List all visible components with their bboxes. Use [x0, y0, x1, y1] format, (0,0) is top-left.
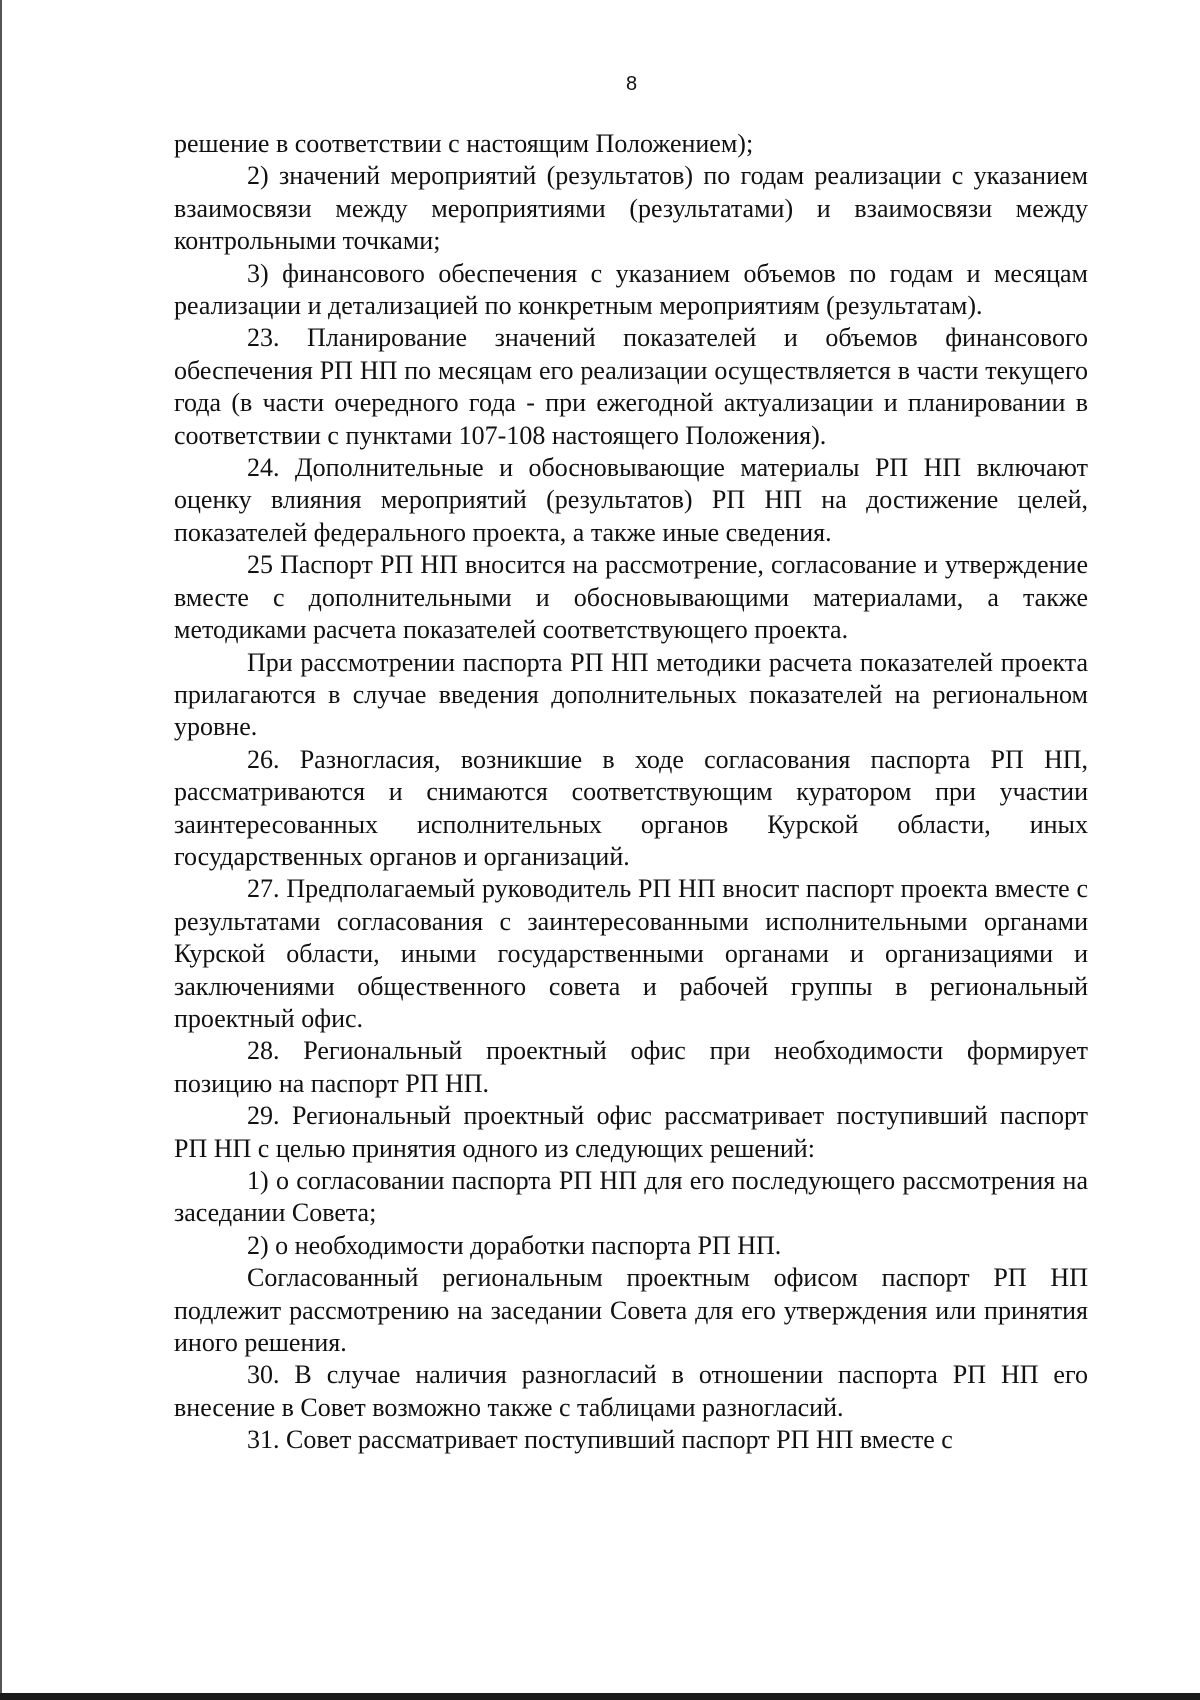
paragraph-25: 25 Паспорт РП НП вносится на рассмотрение, согласование и утверждение вместе с дополнительными и обосновывающими материалами, а также методиками расчета показателей соответствующего проекта. — [174, 550, 1088, 645]
document-body — [174, 128, 1088, 1457]
scan-edge-bottom — [0, 1693, 1200, 1700]
paragraph-29: 29. Региональный проектный офис рассматривает поступивший паспорт РП НП с целью принятия одного из следующих решений: — [174, 1101, 1088, 1163]
scan-edge-left — [0, 0, 2, 1700]
paragraph-28: 28. Региональный проектный офис при необходимости формирует позицию на паспорт РП НП. — [174, 1036, 1088, 1098]
page-number: 8 — [625, 73, 638, 95]
paragraph-25-note: При рассмотрении паспорта РП НП методики расчета показателей проекта прилагаются в случае введения дополнительных показателей на региональном уровне. — [174, 647, 1088, 742]
paragraph-27: 27. Предполагаемый руководитель РП НП вносит паспорт проекта вместе с результатами согласования с заинтересованными исполнительными органами Курской области, иными государственными органами и организациями и заключениями общественного совета и рабочей группы в региональный проектный офис. — [174, 874, 1088, 1033]
paragraph-item-3: 3) финансового обеспечения с указанием объемов по годам и месяцам реализации и детализацией по конкретным мероприятиям (результатам). — [174, 258, 1088, 321]
paragraph-31: 31. Совет рассматривает поступивший паспорт РП НП вместе с — [247, 1425, 953, 1455]
paragraph-29-item-1: 1) о согласовании паспорта РП НП для его последующего рассмотрения на заседании Совета; — [174, 1166, 1088, 1228]
paragraph-23: 23. Планирование значений показателей и объемов финансового обеспечения РП НП по месяцам его реализации осуществляется в части текущего года (в части очередного года - при ежегодной актуализации и планировании в соответствии с пунктами 107-108 настоящего Положения). — [174, 323, 1088, 450]
paragraph-24: 24. Дополнительные и обосновывающие материалы РП НП включают оценку влияния мероприятий (результатов) РП НП на достижение целей, показателей федерального проекта, а также иные сведения. — [174, 453, 1088, 547]
paragraph-29-item-2: 2) о необходимости доработки паспорта РП НП. — [247, 1230, 782, 1260]
paragraph-26: 26. Разногласия, возникшие в ходе согласования паспорта РП НП, рассматриваются и снимаются соответствующим куратором при участии заинтересованных исполнительных органов Курской области, иных государственных органов и организаций. — [174, 744, 1088, 871]
paragraph-30: 30. В случае наличия разногласий в отношении паспорта РП НП его внесение в Совет возможно также с таблицами разногласий. — [174, 1360, 1088, 1422]
paragraph-29-note: Согласованный региональным проектным офисом паспорт РП НП подлежит рассмотрению на заседании Совета для его утверждения или принятия иного решения. — [174, 1263, 1088, 1358]
paragraph-item-2: 2) значений мероприятий (результатов) по годам реализации с указанием взаимосвязи между мероприятиями (результатами) и взаимосвязи между контрольными точками; — [174, 161, 1088, 256]
paragraph-continuation: решение в соответствии с настоящим Положением); — [174, 129, 754, 158]
